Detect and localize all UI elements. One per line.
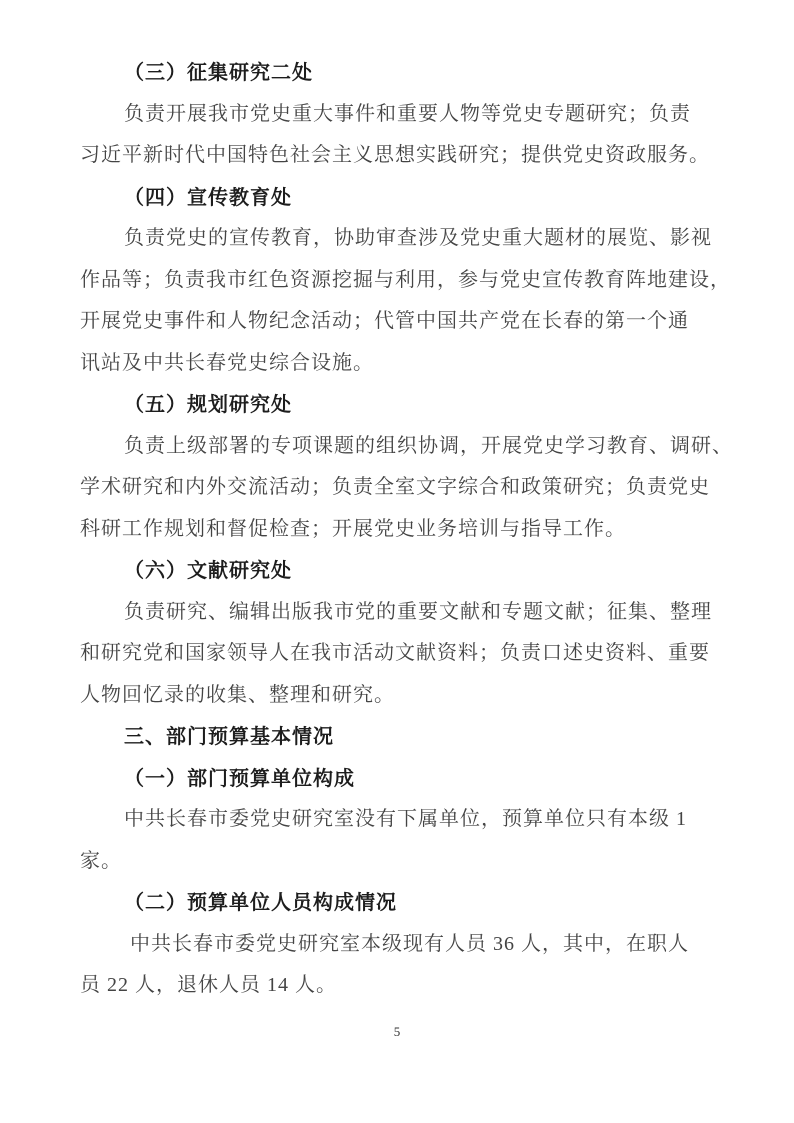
body-line: 开展党史事件和人物纪念活动；代管中国共产党在长春的第一个通: [80, 310, 689, 332]
section-heading: （一）部门预算单位构成: [124, 765, 355, 790]
body-line: 负责研究、编辑出版我市党的重要文献和专题文献；征集、整理: [124, 600, 712, 623]
body-line: 人物回忆录的收集、整理和研究。: [80, 683, 395, 706]
body-line: 和研究党和国家领导人在我市活动文献资料；负责口述史资料、重要: [80, 642, 710, 664]
body-line: 负责开展我市党史重大事件和重要人物等党史专题研究；负责: [124, 102, 691, 125]
section-heading: （四）宣传教育处: [124, 184, 292, 209]
body-line: 负责党史的宣传教育，协助审查涉及党史重大题材的展览、影视: [124, 227, 712, 249]
body-line: 习近平新时代中国特色社会主义思想实践研究；提供党史资政服务。: [80, 144, 710, 166]
body-line: 讯站及中共长春党史综合设施。: [80, 351, 374, 374]
page-number: 5: [393, 1024, 401, 1039]
section-heading: （二）预算单位人员构成情况: [124, 890, 397, 914]
document-body: [80, 52, 733, 1007]
body-line: 中共长春市委党史研究室没有下属单位，预算单位只有本级 1: [124, 808, 687, 830]
body-line: 员 22 人，退休人员 14 人。: [80, 974, 337, 996]
body-line: 科研工作规划和督促检查；开展党史业务培训与指导工作。: [80, 517, 626, 540]
section-heading: （五）规划研究处: [124, 392, 292, 416]
body-line: 中共长春市委党史研究室本级现有人员 36 人，其中，在职人: [124, 932, 689, 955]
section-heading: （三）征集研究二处: [124, 60, 313, 84]
body-line: 作品等；负责我市红色资源挖掘与利用，参与党史宣传教育阵地建设，: [80, 268, 731, 291]
body-line: 负责上级部署的专项课题的组织协调，开展党史学习教育、调研、: [124, 434, 733, 457]
body-line: 学术研究和内外交流活动；负责全室文字综合和政策研究；负责党史: [80, 476, 710, 498]
section-heading: （六）文献研究处: [124, 558, 292, 582]
body-line: 家。: [80, 849, 122, 872]
chapter-heading: 三、部门预算基本情况: [124, 724, 334, 748]
